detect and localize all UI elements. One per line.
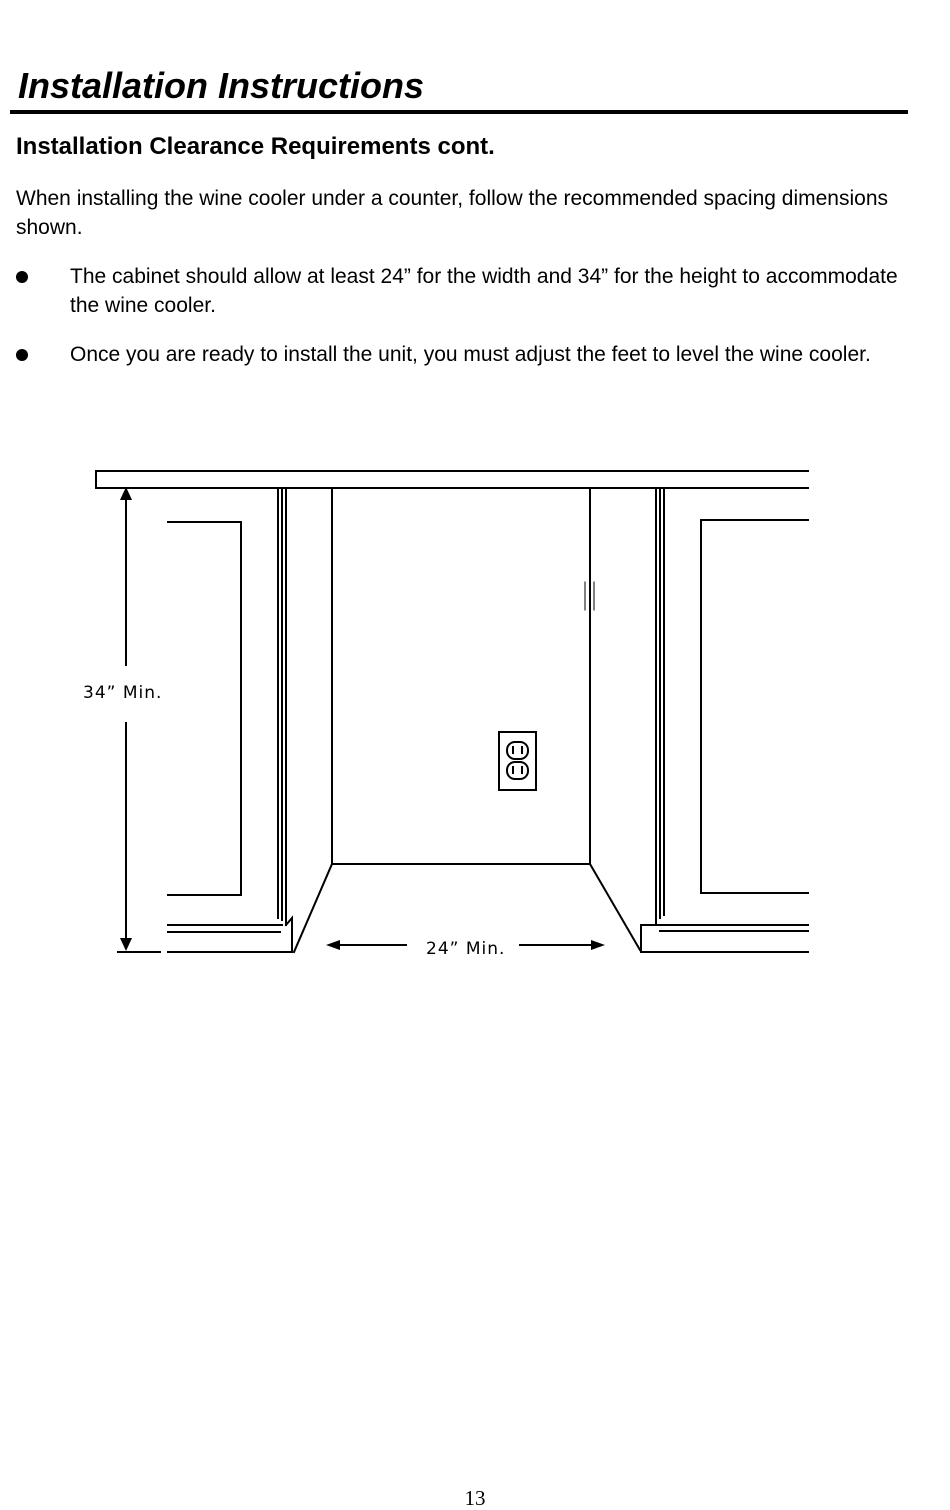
list-item-text: The cabinet should allow at least 24” for the width and 34” for the height to accommodate the wine cooler. (70, 265, 898, 317)
bullet-icon (16, 271, 28, 283)
left-cabinet (168, 488, 292, 952)
width-dimension-label: 24” Min. (426, 939, 506, 959)
height-dimension (83, 487, 162, 952)
list-item (0, 340, 900, 369)
bullet-icon (16, 349, 28, 361)
page-title: Installation Instructions (18, 65, 425, 106)
title-divider (10, 110, 908, 114)
section-heading: Installation Clearance Requirements cont. (16, 133, 495, 160)
height-dimension-label: 34” Min. (83, 683, 163, 703)
requirements-list (0, 262, 950, 389)
electrical-outlet-icon (499, 732, 536, 790)
cabinet-opening (294, 488, 640, 952)
width-dimension (326, 939, 605, 959)
list-item (0, 262, 900, 320)
right-cabinet (641, 488, 808, 952)
intro-paragraph: When installing the wine cooler under a counter, follow the recommended spacing dimensions shown. (16, 187, 888, 239)
countertop (96, 471, 808, 488)
list-item-text: Once you are ready to install the unit, you must adjust the feet to level the wine cooler. (70, 343, 871, 366)
page-number: 13 (464, 1486, 486, 1510)
installation-clearance-diagram (0, 460, 950, 980)
